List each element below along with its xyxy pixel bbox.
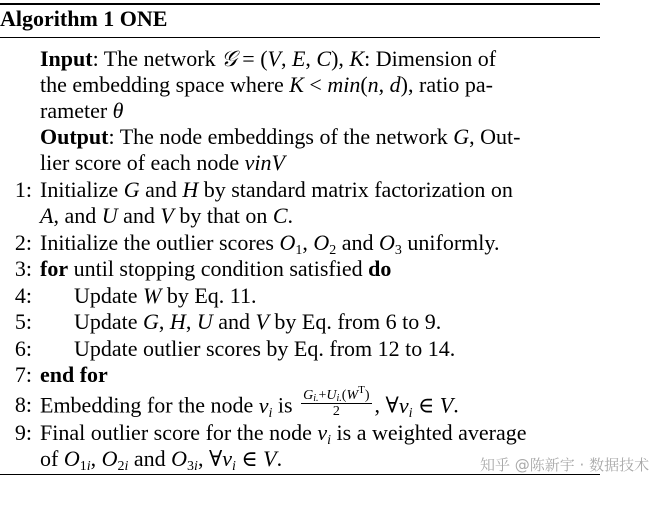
step-number: 3:	[14, 256, 32, 281]
step-number: 1:	[14, 177, 32, 202]
step-number: 2:	[14, 230, 32, 255]
step-9-line-2: of $O_{1i}$, $O_{2i}$ and $O_{3i}$, $\forall v_i$ ∈ V.	[40, 446, 283, 474]
input-line-3: rameter θ	[40, 98, 124, 123]
step-number: 4:	[14, 283, 32, 308]
header-rule	[0, 37, 600, 38]
embedding-fraction: $\frac{G_{i.}+U_{i.}(W^T)}{2}$	[303, 384, 370, 419]
output-line-2: lier score of each node vinV	[40, 150, 285, 175]
step-3-line: for until stopping condition satisfied do	[40, 256, 392, 281]
step-7-line: end for	[40, 362, 108, 387]
step-8-line: Embedding for the node $v_i$ is $\frac{G_{i.}+U_{i.}(W^T)}{2}$ , $\forall v_i$ ∈ V.	[40, 384, 459, 421]
step-9-line-1: Final outlier score for the node $v_i$ is a weighted average	[40, 420, 527, 448]
algorithm-title: Algorithm 1 ONE	[0, 6, 168, 31]
input-line-1: Input: The network 𝒢 = (V, E, C), K: Dimension of	[40, 46, 497, 72]
step-6-line: Update outlier scores by Eq. from 12 to 14.	[74, 336, 456, 361]
output-line-1: Output: The node embeddings of the network G, Out-	[40, 124, 521, 149]
step-1-line-2: A, and U and V by that on C.	[40, 203, 294, 228]
output-label: Output	[40, 124, 109, 149]
step-1-line-1: Initialize G and H by standard matrix factorization on	[40, 177, 513, 202]
step-5-line: Update G, H, U and V by Eq. from 6 to 9.	[74, 309, 442, 334]
step-number: 6:	[14, 336, 32, 361]
top-rule	[0, 3, 600, 5]
step-number: 9:	[14, 420, 32, 445]
step-2-line: Initialize the outlier scores $O_1$, $O_2$ and $O_3$ uniformly.	[40, 230, 500, 258]
input-label: Input	[40, 46, 93, 71]
input-line-2: the embedding space where K < min(n, d), ratio pa-	[40, 72, 493, 97]
step-4-line: Update W by Eq. 11.	[74, 283, 257, 308]
step-number: 7:	[14, 362, 32, 387]
watermark: 知乎 @陈新宇 · 数据技术	[480, 456, 649, 474]
step-number: 5:	[14, 309, 32, 334]
step-number: 8:	[14, 392, 32, 417]
